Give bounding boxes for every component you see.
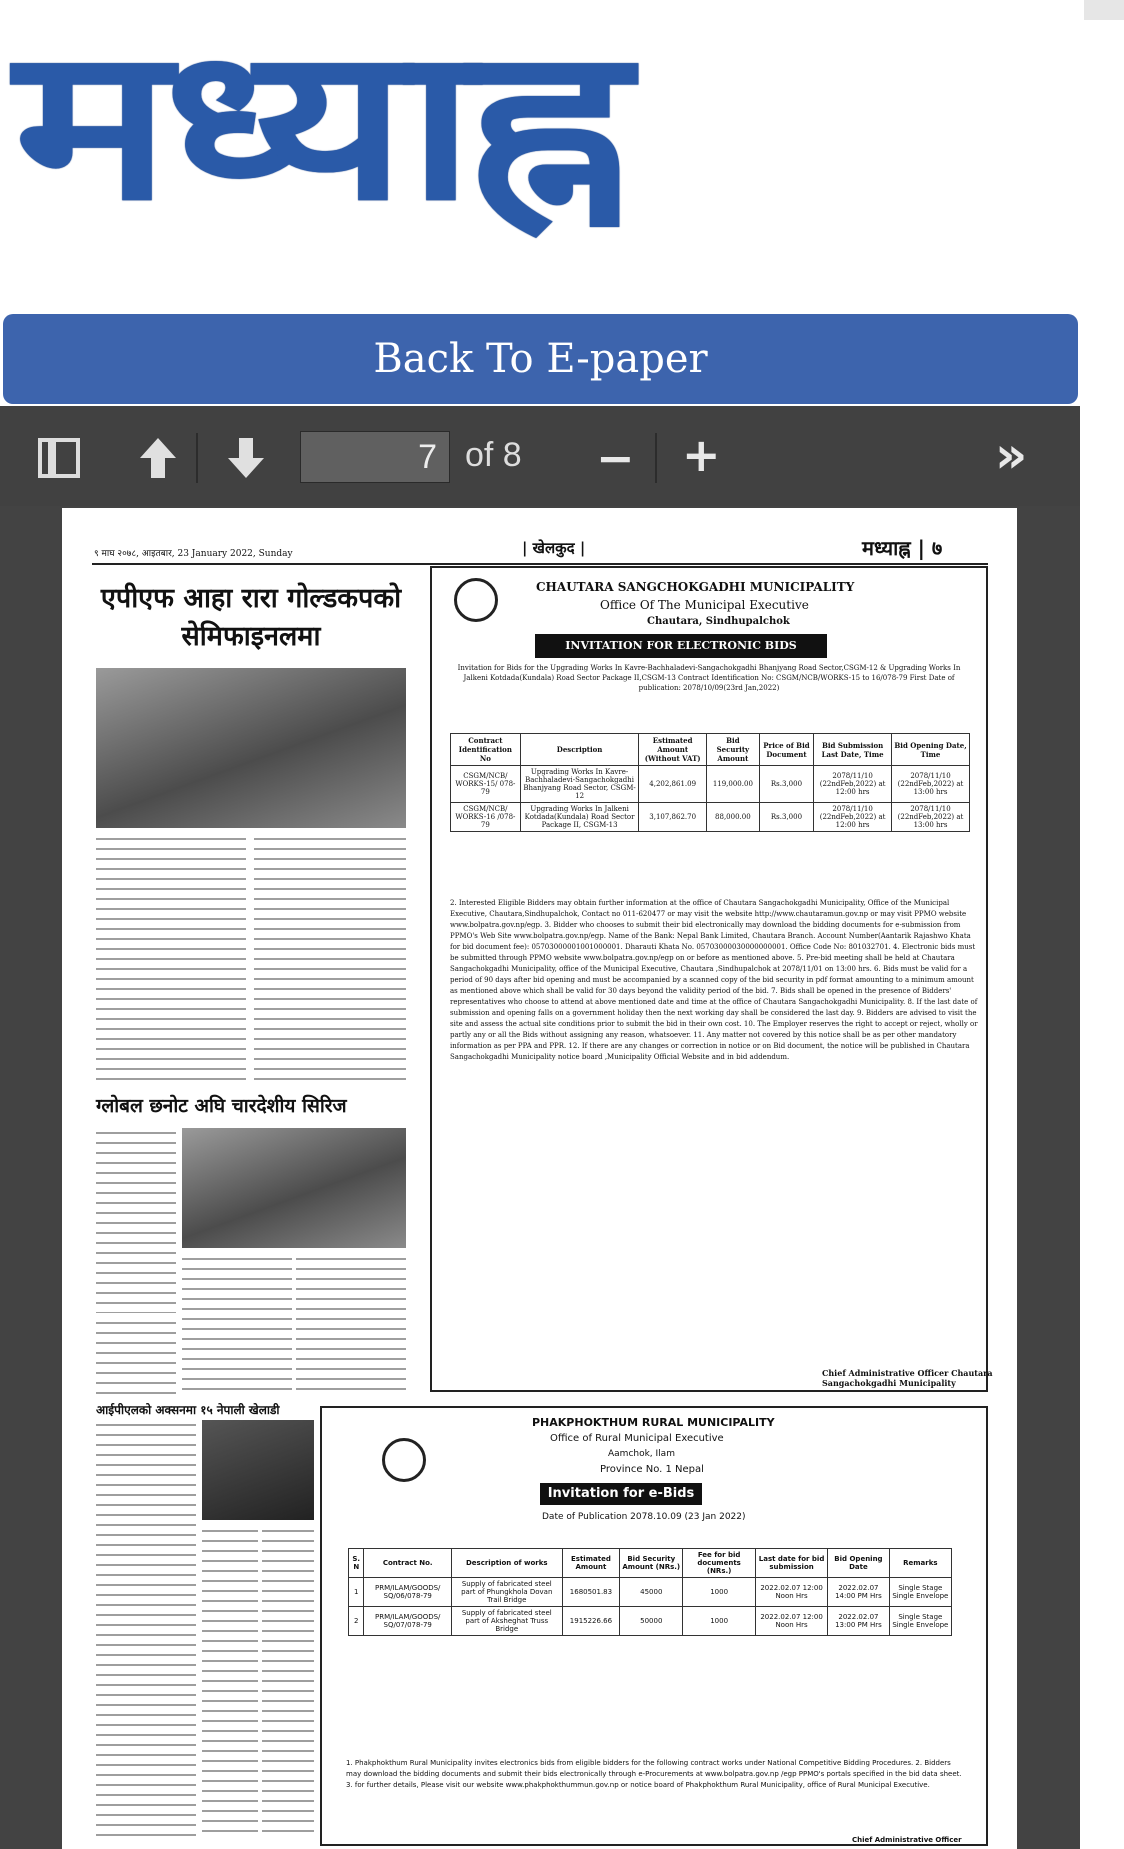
table-cell: 45000 [620,1578,683,1607]
pdf-viewer [0,406,1080,1849]
viewer-toolbar [0,406,1080,506]
toolbar-divider [655,433,657,483]
article-text [96,1128,176,1313]
table-cell: 2022.02.07 12:00 Noon Hrs [755,1578,827,1607]
headline-2: ग्लोबल छनोट अघि चारदेशीय सिरिज [96,1095,347,1117]
article-text [254,834,406,1084]
toolbar-divider [196,433,198,483]
notice2-municipality: PHAKPHOKTHUM RURAL MUNICIPALITY [532,1416,775,1429]
table-cell: 1680501.83 [562,1578,620,1607]
notice2-notes: 1. Phakphokthum Rural Municipality invites electronics bids from eligible bidders for the following contract works under National Competitive Bidding Procedures. 2. Bidders may download the bidding documents and submit their bids electronically through e-Procurements at www.bolpatra.gov.np /egp PPMO's portals specified in the bid data sheet. 3. for further details, Please visit our website www.phakphokthummun.gov.np or notice board of Phakphokthum Rural Municipality, office of Rural Municipal Executive. [346,1759,962,1789]
table-cell: 2022.02.07 12:00 Noon Hrs [755,1607,827,1636]
back-to-epaper-button[interactable]: Back To E-paper [3,314,1078,404]
table-header: Bid Security Amount [706,734,759,766]
table-cell: 2022.02.07 14:00 PM Hrs [828,1578,890,1607]
table-header: Bid Opening Date [828,1549,890,1578]
table-cell: Supply of fabricated steel part of Phungkhola Dovan Trail Bridge [451,1578,562,1607]
emblem-icon [454,578,498,622]
notice2-signature: Chief Administrative Officer [852,1836,962,1844]
table-cell: Supply of fabricated steel part of Aksheghat Truss Bridge [451,1607,562,1636]
article-text [96,834,246,1084]
corner-shade [1084,0,1124,20]
table-row [349,1607,952,1636]
header-rule [92,563,988,565]
table-cell: 1915226.66 [562,1607,620,1636]
table-cell: 2078/11/10 (22ndFeb,2022) at 12:00 hrs [814,766,892,803]
table-cell: Rs.3,000 [759,803,813,832]
notice1-place: Chautara, Sindhupalchok [647,616,790,627]
arrow-down-icon[interactable] [222,434,270,482]
notice1-notes: 2. Interested Eligible Bidders may obtain further information at the office of Chautara Sangachokgadhi Municipality, Office of the Municipal Executive, Chautara,Sindhupalchok, Contact no 011-620477 or may visit the website http://www.chautaramun.gov.np or may visit PPMO website www.bolpatra.gov.np/egp. 3. Bidder who chooses to submit their bid electronically may download the bidding documents for e-submission from PPMO's Web Site www.bolpatra.gov.np/egp. Name of the Bank: Nepal Bank Limited, Chautara Branch. Account Number(Aantarik Rajashwo Khata for bid document fee): 05703000001001000001. Dharauti Khata No. 05703000030000000001. Office Code No: 801032701. 4. Electronic bids must be submitted through PPMO website www.bolpatra.gov.np/egp on or before as mentioned above. 5. Pre-bid meeting shall be held at Chautara Sangachokgadhi Municipality, office of the Municipal Executive, Chautara ,Sindhupalchok at 2078/11/01 on 13:00 hrs. 6. Bids must be valid for a period of 90 days after bid opening and must be accompanied by a scanned copy of the bid security in pdf format amounting to a minimum amount as mentioned above which shall be valid for 30 days beyond the validity period of the bid. 7. Bids shall be opened in the presence of Bidders' representatives who choose to attend at above mentioned date and time at the office of Chautara Sangachokgadhi Municipality. 8. If the last date of submission and opening falls on a government holiday then the next working day shall be considered the last day. 9. Bidders are advised to visit the site and assess the actual site conditions prior to submit the bid in their own cost. 10. The Employer reserves the right to accept or reject, wholly or partly any or all the Bids without assigning any reason, whatsoever. 11. Any matter not covered by this notice shall be as per other mandatory information as per PPA and PPR. 12. If there are any changes or correction in notice or on Bid document, the notice will be published in Chautara Sangachokgadhi Municipality notice board ,Municipality Official Website and in bid addendum. [450,899,978,1061]
article-text [182,1254,292,1394]
table-cell: PRM/ILAM/GOODS/ SQ/06/078-79 [364,1578,451,1607]
masthead [0,0,1124,310]
notice1-office: Office Of The Municipal Executive [600,598,809,612]
notice1-table [450,733,970,832]
football-photo [96,668,406,828]
table-cell: Upgrading Works In Kavre-Bachhaladevi-Sangachokgadhi Bhanjyang Road Sector, CSGM-12 [520,766,639,803]
table-header: Bid Submission Last Date, Time [814,734,892,766]
table-header: Bid Opening Date, Time [892,734,970,766]
table-cell: 3,107,862.70 [639,803,707,832]
page-number-input[interactable] [300,431,450,483]
notice2-place: Aamchok, Ilam [608,1449,675,1459]
table-header-row [451,734,970,766]
sidebar-toggle-icon[interactable] [38,438,80,478]
table-header: Fee for bid documents (NRs.) [683,1549,756,1578]
article-text [262,1526,314,1840]
page-count-label: of 8 [465,436,522,474]
table-cell: 2022.02.07 13:00 PM Hrs [828,1607,890,1636]
table-header-row [349,1549,952,1578]
table-cell: 119,000.00 [706,766,759,803]
newspaper-logo [14,2,1074,247]
notice1-intro: Invitation for Bids for the Upgrading Works In Kavre-Bachhaladevi-Sangachokgadhi Bhanjyang Road Sector,CSGM-12 & Upgrading Works In Jalkeni Kotdada(Kundala) Road Sector Package II,CSGM-13 Contract Identification No: CSGM/NCB/WORKS-15 to 16/078-79 First Date of publication: 2078/10/09(23rd Jan,2022) [457,664,961,692]
table-header: Description [520,734,639,766]
table-cell: Upgrading Works In Jalkeni Kotdada(Kundala) Road Sector Package II, CSGM-13 [520,803,639,832]
logo-title: मध्याह्न [14,2,624,247]
table-cell: CSGM/NCB/ WORKS-16 /078-79 [451,803,521,832]
notice1-banner: INVITATION FOR ELECTRONIC BIDS [535,634,827,658]
table-cell: 2078/11/10 (22ndFeb,2022) at 12:00 hrs [814,803,892,832]
notice2-province: Province No. 1 Nepal [600,1464,704,1475]
table-row [349,1578,952,1607]
headline-3: आईपीएलको अक्सनमा १५ नेपाली खेलाडी [96,1403,280,1417]
table-cell: 2078/11/10 (22ndFeb,2022) at 13:00 hrs [892,766,970,803]
table-header: Bid Security Amount (NRs.) [620,1549,683,1578]
table-cell: 2078/11/10 (22ndFeb,2022) at 13:00 hrs [892,803,970,832]
table-header: Estimated Amount (Without VAT) [639,734,707,766]
zoom-out-button[interactable]: − [596,431,635,485]
article-text [96,1420,196,1840]
notice2-banner: Invitation for e-Bids [540,1483,702,1505]
table-cell: 1000 [683,1607,756,1636]
table-cell: 1 [349,1578,364,1607]
table-row [451,766,970,803]
notice2-pubdate: Date of Publication 2078.10.09 (23 Jan 2022) [542,1512,746,1522]
table-header: Description of works [451,1549,562,1578]
table-cell: PRM/ILAM/GOODS/ SQ/07/078-79 [364,1607,451,1636]
page-date: ९ माघ २०७८, आइतबार, 23 January 2022, Sunday [94,549,293,559]
article-text [96,1318,176,1394]
table-header: Contract Identification No [451,734,521,766]
notice2-table [348,1548,952,1636]
zoom-in-button[interactable]: + [682,428,721,482]
table-header: Last date for bid submission [755,1549,827,1578]
table-header: S. N [349,1549,364,1578]
ipl-trophy-photo [202,1420,314,1520]
notice1-signature: Chief Administrative Officer Chautara Sangachokgadhi Municipality [822,1368,993,1388]
table-cell: 50000 [620,1607,683,1636]
newspaper-page [62,508,1017,1849]
cricket-team-photo [182,1128,406,1248]
section-name: | खेलकुद | [522,539,586,557]
table-cell: 2 [349,1607,364,1636]
table-cell: Single Stage Single Envelope [889,1578,951,1607]
arrow-up-icon[interactable] [134,434,182,482]
table-header: Price of Bid Document [759,734,813,766]
article-text [296,1254,406,1394]
headline-1: एपीएफ आहा रारा गोल्डकपको सेमिफाइनलमा [100,583,402,652]
table-cell: Single Stage Single Envelope [889,1607,951,1636]
table-header: Remarks [889,1549,951,1578]
table-cell: 4,202,861.09 [639,766,707,803]
table-header: Estimated Amount [562,1549,620,1578]
table-cell: CSGM/NCB/ WORKS-15/ 078-79 [451,766,521,803]
page-logo: मध्याह्न | ७ [862,536,943,560]
more-tools-icon[interactable]: » [995,426,1016,484]
table-cell: 88,000.00 [706,803,759,832]
notice2-office: Office of Rural Municipal Executive [550,1433,724,1444]
table-cell: 1000 [683,1578,756,1607]
emblem-icon [382,1438,426,1482]
table-header: Contract No. [364,1549,451,1578]
table-cell: Rs.3,000 [759,766,813,803]
table-row [451,803,970,832]
notice1-municipality: CHAUTARA SANGCHOKGADHI MUNICIPALITY [536,580,855,594]
article-text [202,1526,258,1840]
